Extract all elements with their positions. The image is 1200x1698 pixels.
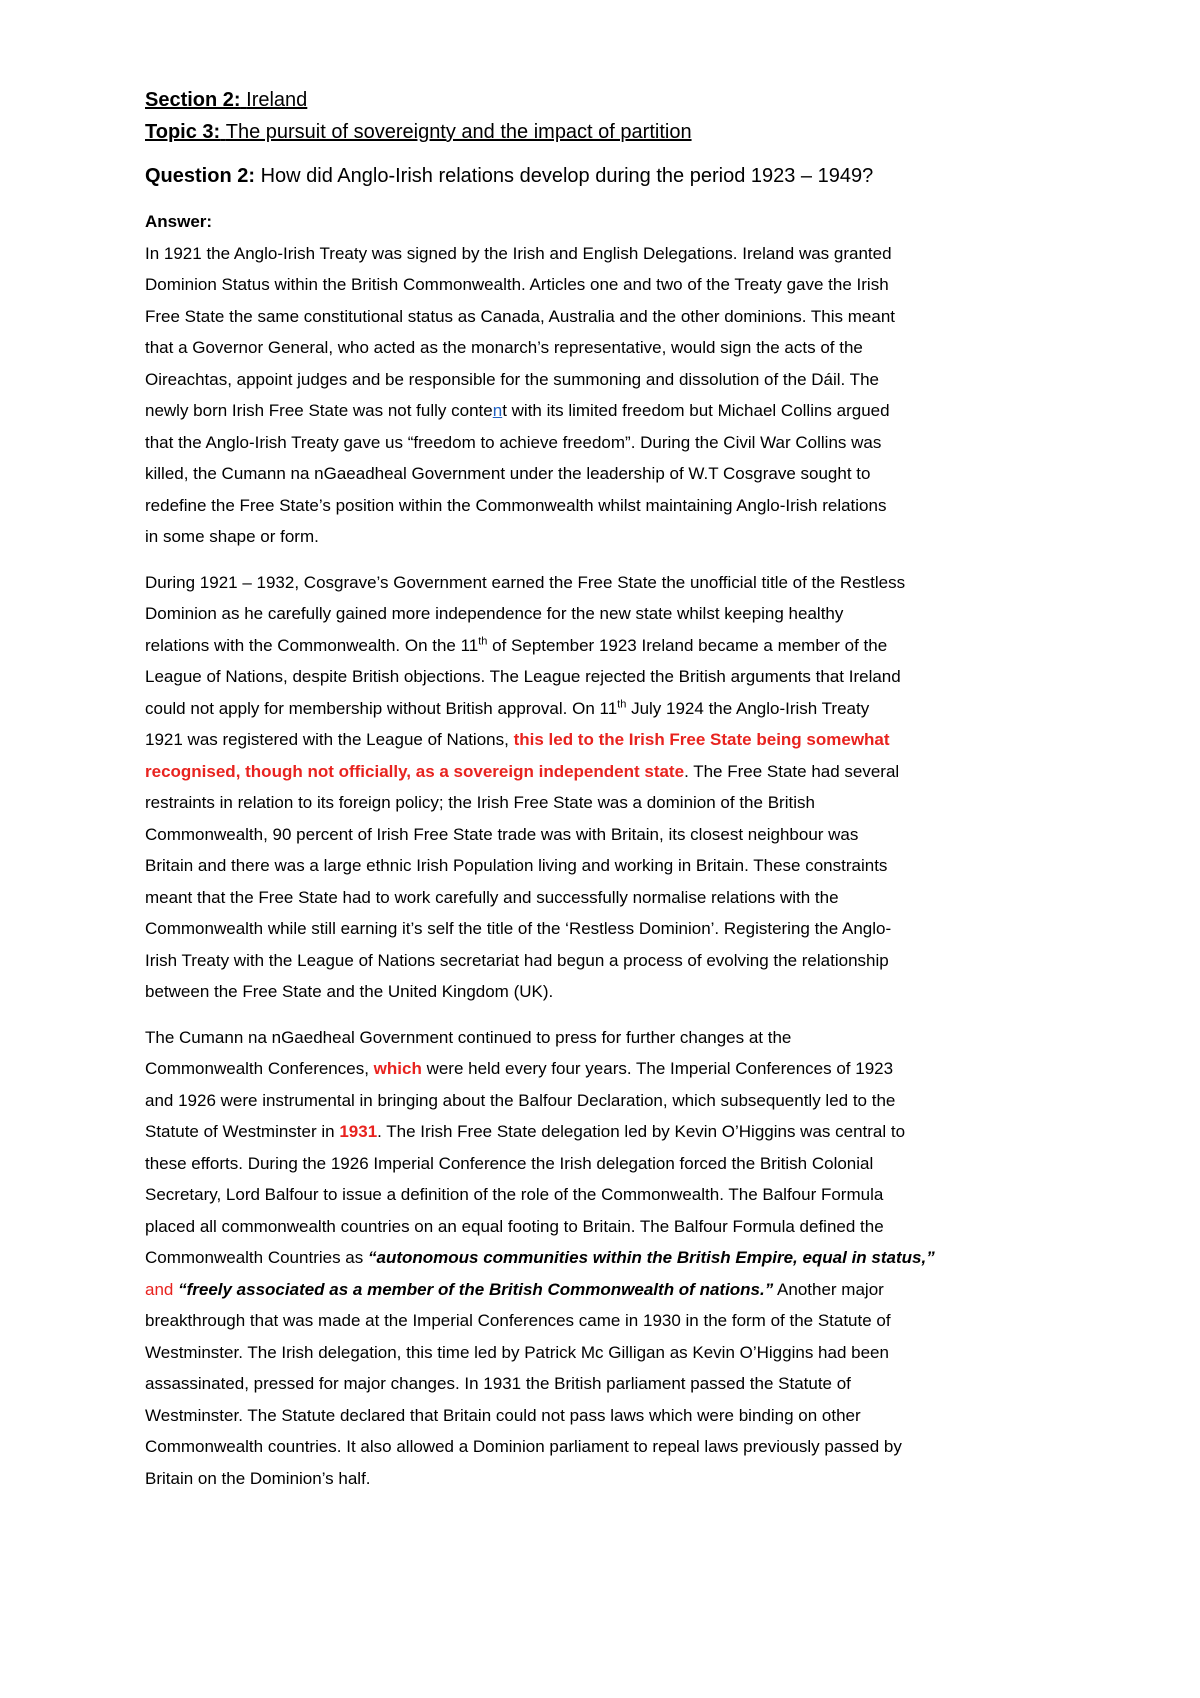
text-line: assassinated, pressed for major changes. In 1931 the British parliament passed the Statute of — [145, 1374, 851, 1393]
paragraph-1 — [145, 238, 1075, 553]
text-line: killed, the Cumann na nGaeadheal Government under the leadership of W.T Cosgrave sought to — [145, 464, 871, 483]
answer-label: Answer: — [145, 212, 213, 231]
text-run: t with its limited freedom but Michael Collins argued — [502, 401, 890, 420]
text-line: During 1921 – 1932, Cosgrave’s Government earned the Free State the unofficial title of the Restless — [145, 572, 906, 592]
section-label: Section 2: — [145, 89, 241, 111]
question-label: Question 2: — [145, 165, 256, 187]
text-line: meant that the Free State had to work carefully and successfully normalise relations with the — [145, 887, 839, 907]
text-run: relations with the Commonwealth. On the 11 — [145, 635, 479, 655]
text-line: Commonwealth while still earning it’s self the title of the ‘Restless Dominion’. Registering the Anglo- — [145, 919, 892, 938]
text-line: redefine the Free State’s position within the Commonwealth whilst maintaining Anglo-Irish relations — [145, 495, 887, 515]
paragraph-3 — [145, 1022, 1075, 1495]
text-line: Dominion Status within the British Commonwealth. Articles one and two of the Treaty gave the Irish — [145, 275, 889, 294]
text-run: 1921 was registered with the League of Nations, — [145, 730, 514, 749]
text-line — [145, 630, 1075, 662]
text-line: Commonwealth countries. It also allowed a Dominion parliament to repeal laws previously passed by — [145, 1437, 902, 1456]
text-line: Dominion as he carefully gained more independence for the new state whilst keeping healthy — [145, 604, 844, 623]
text-line: between the Free State and the United Kingdom (UK). — [145, 982, 554, 1001]
text-line — [145, 395, 1075, 427]
text-run: Another major — [773, 1279, 884, 1299]
edited-character: n — [492, 401, 503, 420]
section-value: Ireland — [246, 89, 308, 111]
text-line: The Cumann na nGaedheal Government continued to press for further changes at the — [145, 1027, 792, 1047]
topic-label: Topic 3: — [145, 121, 221, 143]
text-run: Commonwealth Countries as — [145, 1248, 368, 1267]
topic-heading — [145, 116, 1075, 148]
text-run: Statute of Westminster in — [145, 1122, 340, 1141]
highlighted-text: and — [145, 1279, 174, 1299]
text-line — [145, 693, 1075, 725]
text-line — [145, 1242, 1075, 1274]
highlighted-text: this led to the Irish Free State being somewhat — [513, 730, 890, 749]
highlighted-text: which — [373, 1059, 422, 1078]
text-run: newly born Irish Free State was not fully conte — [145, 401, 493, 420]
topic-value: The pursuit of sovereignty and the impact of partition — [225, 121, 692, 143]
text-line — [145, 1116, 1075, 1148]
section-heading — [145, 84, 1075, 116]
highlighted-text: 1931 — [339, 1122, 378, 1141]
text-line — [145, 756, 1075, 788]
highlighted-text: recognised, though not officially, as a sovereign independent state — [145, 761, 685, 781]
text-line: in some shape or form. — [145, 527, 319, 546]
text-line: Oireachtas, appoint judges and be responsible for the summoning and dissolution of the Dáil. The — [145, 369, 879, 389]
text-run: Commonwealth Conferences, — [145, 1059, 374, 1078]
text-run: . The Irish Free State delegation led by Kevin O’Higgins was central to — [377, 1122, 906, 1141]
text-line: Westminster. The Statute declared that Britain could not pass laws which were binding on other — [145, 1405, 861, 1425]
text-run: of September 1923 Ireland became a member of the — [487, 635, 888, 655]
text-line: League of Nations, despite British objections. The League rejected the British arguments that Ireland — [145, 667, 901, 686]
text-run: . The Free State had several — [684, 761, 900, 781]
text-line: In 1921 the Anglo-Irish Treaty was signed by the Irish and English Delegations. Ireland was granted — [145, 243, 892, 263]
text-line: breakthrough that was made at the Imperial Conferences came in 1930 in the form of the Statute of — [145, 1311, 891, 1330]
question-text: How did Anglo-Irish relations develop during the period 1923 – 1949? — [260, 165, 874, 187]
text-line: and 1926 were instrumental in bringing about the Balfour Declaration, which subsequently led to the — [145, 1090, 896, 1110]
text-line — [145, 1274, 1075, 1306]
text-line: that the Anglo-Irish Treaty gave us “freedom to achieve freedom”. During the Civil War Collins was — [145, 432, 882, 452]
text-line: placed all commonwealth countries on an equal footing to Britain. The Balfour Formula defined the — [145, 1216, 884, 1236]
text-line: Free State the same constitutional status as Canada, Australia and the other dominions. This meant — [145, 306, 896, 326]
text-run: July 1924 the Anglo-Irish Treaty — [626, 698, 870, 718]
paragraph-2 — [145, 567, 1075, 1008]
text-line: Westminster. The Irish delegation, this time led by Patrick Mc Gilligan as Kevin O’Higgins had been — [145, 1342, 889, 1362]
text-line: these efforts. During the 1926 Imperial Conference the Irish delegation forced the British Colonial — [145, 1153, 874, 1173]
ordinal-superscript: th — [478, 634, 488, 647]
text-line: Commonwealth, 90 percent of Irish Free State trade was with Britain, its closest neighbour was — [145, 824, 859, 844]
text-line — [145, 1053, 1075, 1085]
text-line: Secretary, Lord Balfour to issue a definition of the role of the Commonwealth. The Balfour Formula — [145, 1185, 884, 1204]
quotation: “freely associated as a member of the British Commonwealth of nations.” — [173, 1279, 774, 1299]
question-heading — [145, 160, 1075, 192]
text-line — [145, 724, 1075, 756]
document-body — [145, 84, 1075, 1508]
quotation: “autonomous communities within the British Empire, equal in status,” — [367, 1248, 935, 1267]
text-line: that a Governor General, who acted as the monarch’s representative, would sign the acts of the — [145, 338, 863, 357]
text-line: Irish Treaty with the League of Nations secretariat had begun a process of evolving the relationship — [145, 950, 889, 970]
text-line: Britain and there was a large ethnic Irish Population living and working in Britain. These constraints — [145, 856, 888, 875]
text-line: Britain on the Dominion’s half. — [145, 1468, 371, 1488]
ordinal-superscript: th — [617, 697, 627, 710]
text-run: were held every four years. The Imperial Conferences of 1923 — [421, 1059, 894, 1078]
text-run: could not apply for membership without British approval. On 11 — [145, 698, 618, 718]
text-line: restraints in relation to its foreign policy; the Irish Free State was a dominion of the British — [145, 793, 815, 812]
